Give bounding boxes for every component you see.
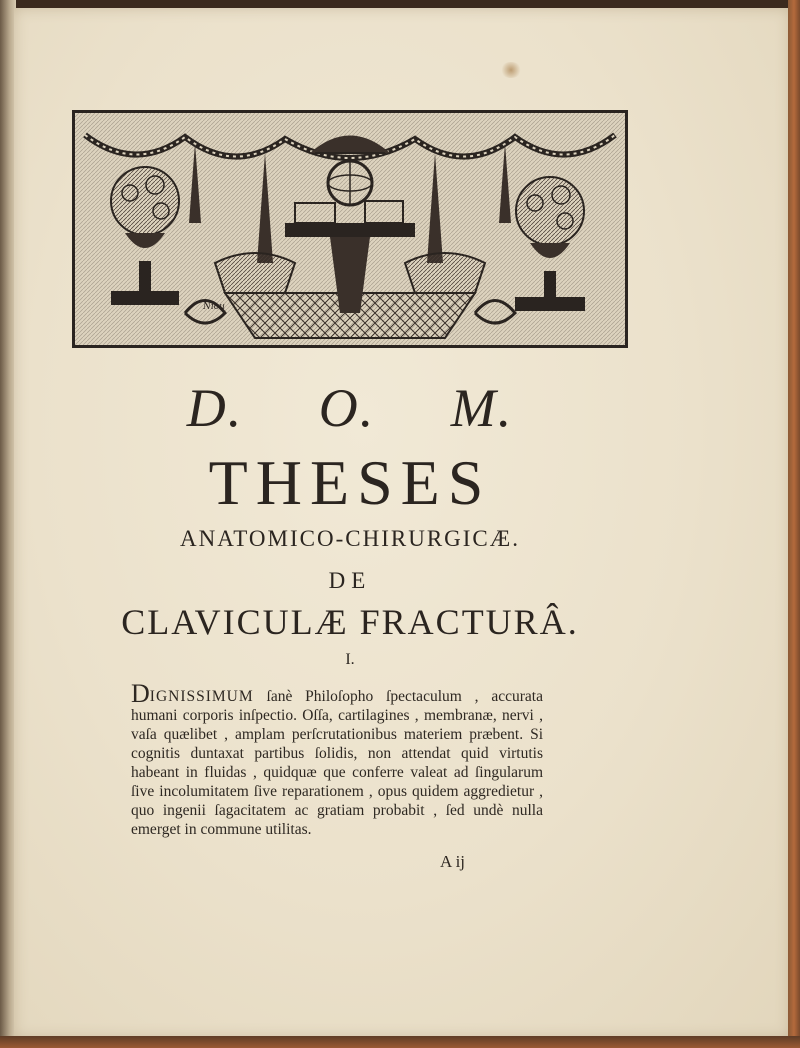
lead-word: IGNISSIMUM: [149, 688, 254, 705]
section-number: I.: [345, 651, 355, 668]
ornamental-headpiece: [72, 110, 628, 348]
right-page-edge: [788, 0, 800, 1048]
paragraph-text: ſanè Philoſopho ſpectaculum , accurata humani corporis inſpectio. Oſſa, cartilagines , membranæ, nervi , vaſa quælibet , amplam perſcrutationibus materiem præbent. Si cognitis duntaxat partibus ſolidis, non attendat quid virtutis habeant in fluidas , quidquæ que conferre valeat ad ſingularum ſive incolumitatem ſive reparationem , opus quidem aggredietur , quo ingenii ſagacitatem ac gratiam probabit , ſed undè nulla emerget in commune utilitas.: [131, 688, 543, 838]
drop-cap: D: [131, 679, 150, 708]
engraver-mark: Niou: [203, 302, 225, 312]
subtitle-heading: ANATOMICO-CHIRURGICÆ.: [180, 526, 520, 551]
headpiece-engraving: [75, 113, 625, 345]
topic-heading: CLAVICULÆ FRACTURÂ.: [121, 602, 579, 642]
bottom-page-edge: [0, 1036, 800, 1048]
theses-heading: THESES: [208, 447, 492, 518]
signature-mark: A ij: [440, 852, 466, 871]
paper-stain: [500, 62, 522, 78]
dom-heading: D. O. M.: [186, 378, 514, 438]
body-paragraph: [131, 679, 543, 839]
de-heading: DE: [328, 568, 372, 593]
